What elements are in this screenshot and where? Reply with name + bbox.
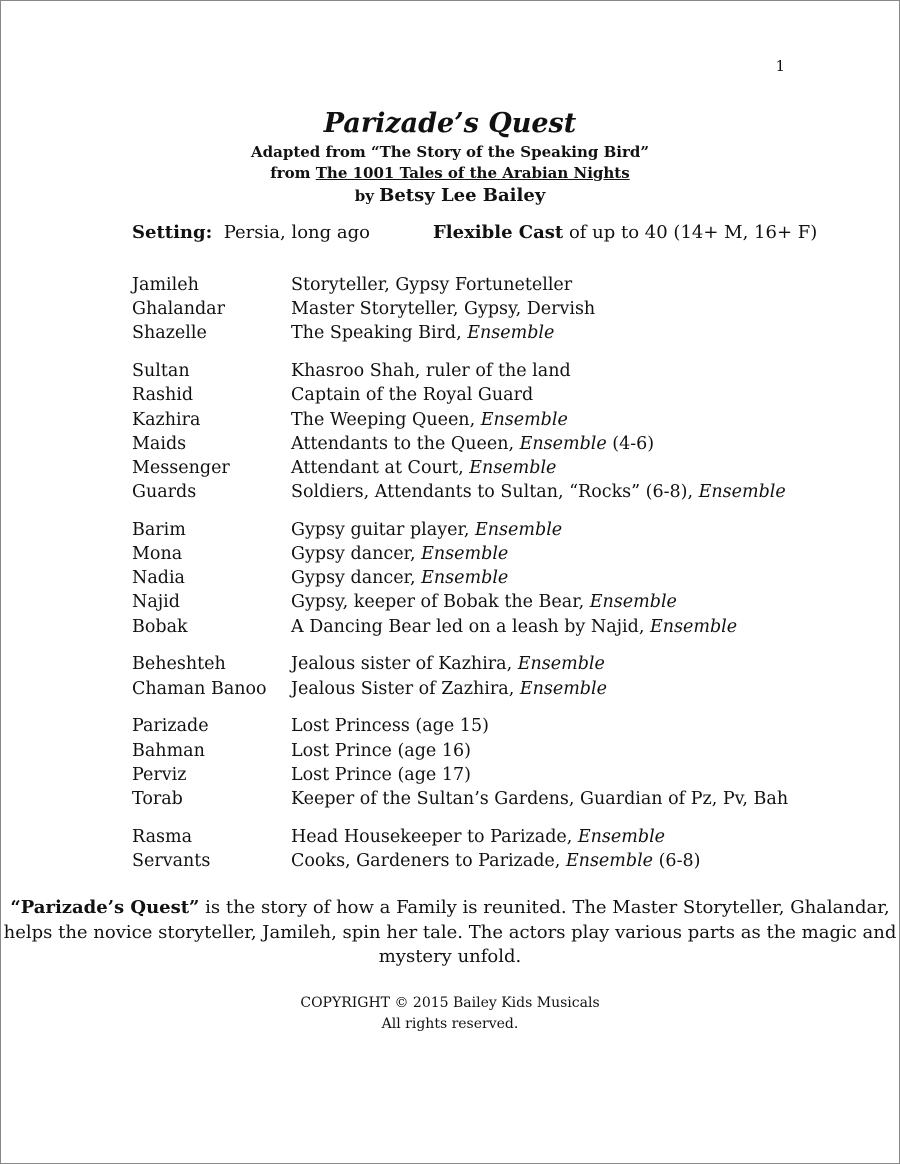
page-number: 1 [775,57,785,75]
cast-group-gap [132,504,788,518]
cast-role: Chaman Banoo [132,678,267,699]
subtitle-adapted: Adapted from “The Story of the Speaking Bird” [250,143,649,161]
byline [1,185,899,206]
cast-role: Torab [132,788,183,809]
summary-title: “Parizade’s Quest” [10,897,200,918]
cast-count-note: (4-6) [606,433,655,454]
cast-size-line [433,222,817,243]
cast-ensemble-note: Ensemble [519,433,607,454]
cast-list [132,273,788,873]
cast-label: Flexible Cast [433,222,564,243]
cast-description: Jealous sister of Kazhira, [291,654,518,675]
cast-row [132,480,788,504]
copyright [1,993,899,1035]
cast-role: Sultan [132,361,190,382]
cast-ensemble-note: Ensemble [480,409,568,430]
cast-row [132,615,788,639]
cast-description: The Speaking Bird, [291,323,468,344]
cast-description: Captain of the Royal Guard [291,385,534,406]
cast-value: of up to 40 (14+ M, 16+ F) [568,222,818,243]
cast-group-gap [132,701,788,715]
cast-role: Kazhira [132,409,201,430]
cast-row [132,383,788,407]
cast-row [132,359,788,383]
summary-text: is the story of how a Family is reunited. The Master Storyteller, Ghalandar, helps the novice storyteller, Jamileh, spin her tale. The actors play various parts as the magic and mystery unfold. [3,897,897,967]
cast-description: Jealous Sister of Zazhira, [291,678,520,699]
cast-row [132,542,788,566]
page-title: Parizade’s Quest [323,108,577,139]
cast-description: Keeper of the Sultan’s Gardens, Guardian of Pz, Pv, Bah [291,788,789,809]
byline-by: by [354,187,380,205]
cast-description: Gypsy, keeper of Bobak the Bear, [291,592,590,613]
cast-role: Servants [132,850,211,871]
cast-description: Cooks, Gardeners to Parizade, [291,850,566,871]
cast-group-gap [132,811,788,825]
cast-description: Lost Prince (age 16) [291,740,471,761]
cast-role: Najid [132,592,180,613]
cast-row [132,787,788,811]
cast-row [132,321,788,345]
cast-row [132,849,788,873]
cast-ensemble-note: Ensemble [698,482,786,503]
author-name: Betsy Lee Bailey [379,185,546,206]
cast-role: Guards [132,482,197,503]
cast-row [132,739,788,763]
cast-row [132,432,788,456]
cast-row [132,714,788,738]
setting-line [132,222,370,243]
summary-paragraph [1,896,899,970]
cast-role: Shazelle [132,323,207,344]
cast-group-gap [132,639,788,653]
cast-description: Soldiers, Attendants to Sultan, “Rocks” (6-8), [291,482,699,503]
cast-role: Perviz [132,764,187,785]
copyright-line: COPYRIGHT © 2015 Bailey Kids Musicals [300,995,600,1011]
cast-description: Attendants to the Queen, [291,433,520,454]
cast-description: The Weeping Queen, [291,409,481,430]
setting-label: Setting: [132,222,213,243]
cast-row [132,590,788,614]
cast-role: Mona [132,544,183,565]
cast-ensemble-note: Ensemble [517,654,605,675]
cast-role: Rashid [132,385,194,406]
cast-role: Parizade [132,716,209,737]
cast-description: A Dancing Bear led on a leash by Najid, [291,616,650,637]
cast-role: Beheshteh [132,654,226,675]
cast-description: Gypsy guitar player, [291,519,476,540]
cast-description: Gypsy dancer, [291,544,422,565]
cast-ensemble-note: Ensemble [475,519,563,540]
cast-ensemble-note: Ensemble [565,850,654,871]
setting-value: Persia, long ago [223,222,370,243]
cast-role: Bahman [132,740,205,761]
cast-row [132,677,788,701]
cast-row [132,566,788,590]
cast-row [132,652,788,676]
cast-description: Lost Princess (age 15) [291,716,489,737]
cast-ensemble-note: Ensemble [519,678,607,699]
cast-row [132,408,788,432]
cast-ensemble-note: Ensemble [649,616,738,637]
cast-role: Bobak [132,616,188,637]
cast-description: Storyteller, Gypsy Fortuneteller [291,275,573,295]
cast-count-note: (6-8) [653,850,701,871]
rights-line: All rights reserved. [381,1016,519,1032]
cast-row [132,297,788,321]
cast-ensemble-note: Ensemble [421,568,509,589]
cast-group-gap [132,346,788,360]
cast-description: Attendant at Court, [291,457,470,478]
source-book-title: The 1001 Tales of the Arabian Nights [315,164,630,182]
cast-description: Lost Prince (age 17) [291,764,471,785]
cast-ensemble-note: Ensemble [467,323,555,344]
cast-role: Jamileh [132,275,199,295]
cast-description: Gypsy dancer, [291,568,422,589]
subtitle-source [1,164,899,182]
cast-role: Messenger [132,457,230,478]
cast-row [132,456,788,480]
cast-row [132,825,788,849]
cast-description: Head Housekeeper to Parizade, [291,826,578,847]
cast-role: Rasma [132,826,193,847]
cast-description: Khasroo Shah, ruler of the land [291,361,571,382]
cast-ensemble-note: Ensemble [469,457,557,478]
cast-row [132,518,788,542]
subtitle-from: from [270,164,316,182]
cast-role: Ghalandar [132,299,225,320]
cast-ensemble-note: Ensemble [577,826,666,847]
cast-row [132,763,788,787]
cast-description: Master Storyteller, Gypsy, Dervish [291,299,596,320]
cast-role: Nadia [132,568,185,589]
cast-role: Barim [132,519,186,540]
cast-ensemble-note: Ensemble [589,592,677,613]
cast-row [132,273,788,297]
cast-ensemble-note: Ensemble [421,544,509,565]
cast-role: Maids [132,433,187,454]
